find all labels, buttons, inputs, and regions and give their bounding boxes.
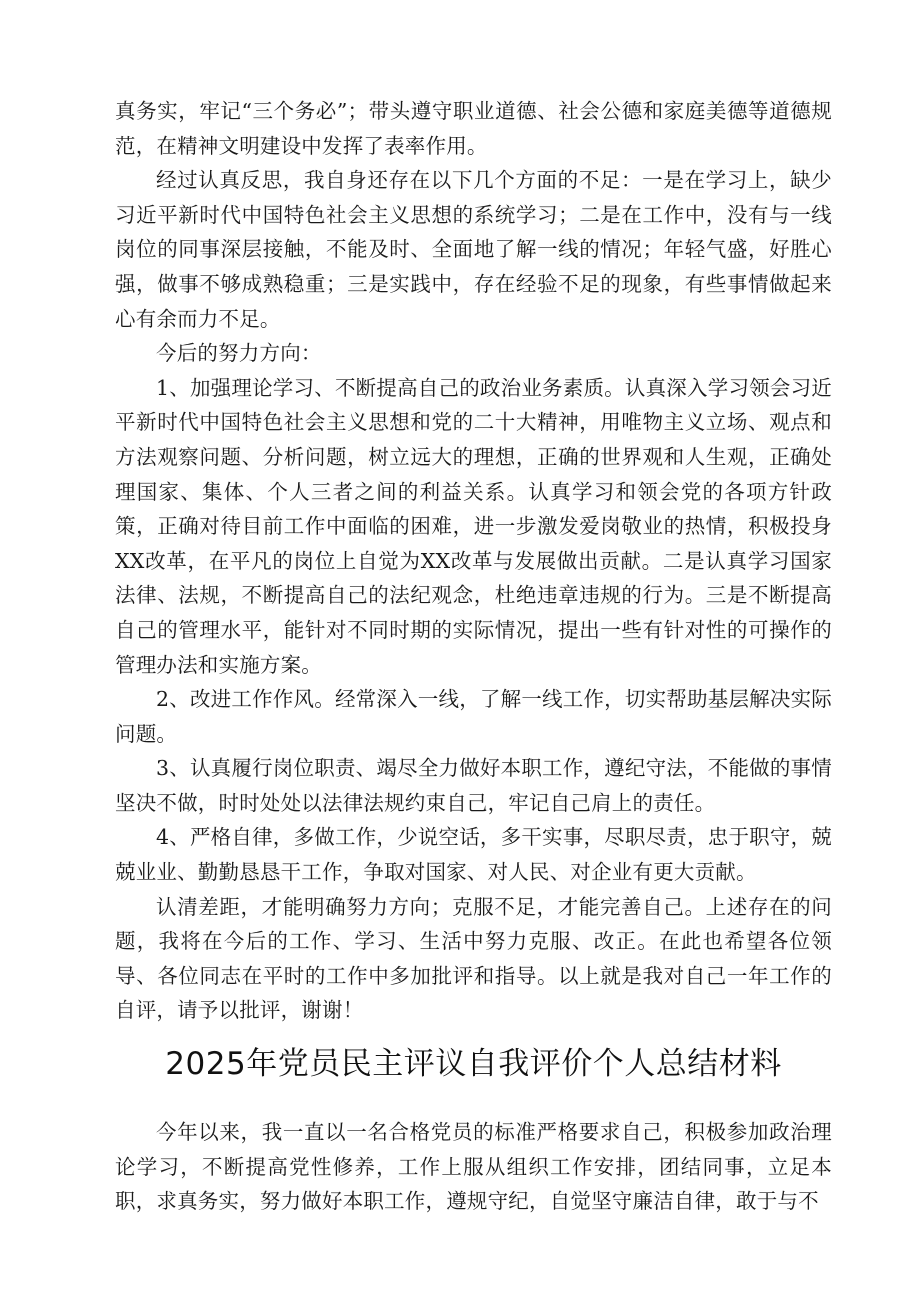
paragraph-item-4: 4、严格自律，多做工作，少说空话，多干实事，尽职尽责，忠于职守，兢兢业业、勤勤恳恳干工作，争取对国家、对人民、对企业有更大贡献。 — [115, 825, 832, 885]
paragraph-conclusion: 认清差距，才能明确努力方向；克服不足，才能完善自己。上述存在的问题，我将在今后的工作、学习、生活中努力克服、改正。在此也希望各位领导、各位同志在平时的工作中多加批评和指导。以上就是我对自己一年工作的自评，请予以批评，谢谢！ — [115, 894, 832, 1023]
section-title: 2025年党员民主评议自我评价个人总结材料 — [165, 1046, 782, 1083]
paragraph-item-1: 1、加强理论学习、不断提高自己的政治业务素质。认真深入学习领会习近平新时代中国特色社会主义思想和党的二十大精神，用唯物主义立场、观点和方法观察问题、分析问题，树立远大的理想，正确的世界观和人生观，正确处理国家、集体、个人三者之间的利益关系。认真学习和领会党的各项方针政策，正确对待目前工作中面临的困难，进一步激发爱岗敬业的热情，积极投身XX改革，在平凡的岗位上自觉为XX改革与发展做出贡献。二是认真学习国家法律、法规，不断提高自己的法纪观念，杜绝违章违规的行为。三是不断提高自己的管理水平，能针对不同时期的实际情况，提出一些有针对性的可操作的管理办法和实施方案。 — [115, 375, 832, 677]
paragraph-continuation: 真务实，牢记“三个务必”；带头遵守职业道德、社会公德和家庭美德等道德规范，在精神文明建设中发挥了表率作用。 — [115, 99, 832, 158]
paragraph-item-2: 2、改进工作作风。经常深入一线，了解一线工作，切实帮助基层解决实际问题。 — [115, 687, 832, 746]
paragraph-direction-heading: 今后的努力方向： — [156, 341, 322, 366]
paragraph-intro: 今年以来，我一直以一名合格党员的标准严格要求自己，积极参加政治理论学习，不断提高党性修养，工作上服从组织工作安排，团结同事，立足本职，求真务实，努力做好本职工作，遵规守纪，自觉坚守廉洁自律，敢于与不 — [115, 1120, 832, 1214]
paragraph-item-3: 3、认真履行岗位职责、竭尽全力做好本职工作，遵纪守法，不能做的事情坚决不做，时时处处以法律法规约束自己，牢记自己肩上的责任。 — [115, 756, 832, 815]
paragraph-shortcomings: 经过认真反思，我自身还存在以下几个方面的不足：一是在学习上，缺少习近平新时代中国特色社会主义思想的系统学习；二是在工作中，没有与一线岗位的同事深层接触，不能及时、全面地了解一线的情况；年轻气盛，好胜心强，做事不够成熟稳重；三是实践中，存在经验不足的现象，有些事情做起来心有余而力不足。 — [115, 168, 832, 331]
